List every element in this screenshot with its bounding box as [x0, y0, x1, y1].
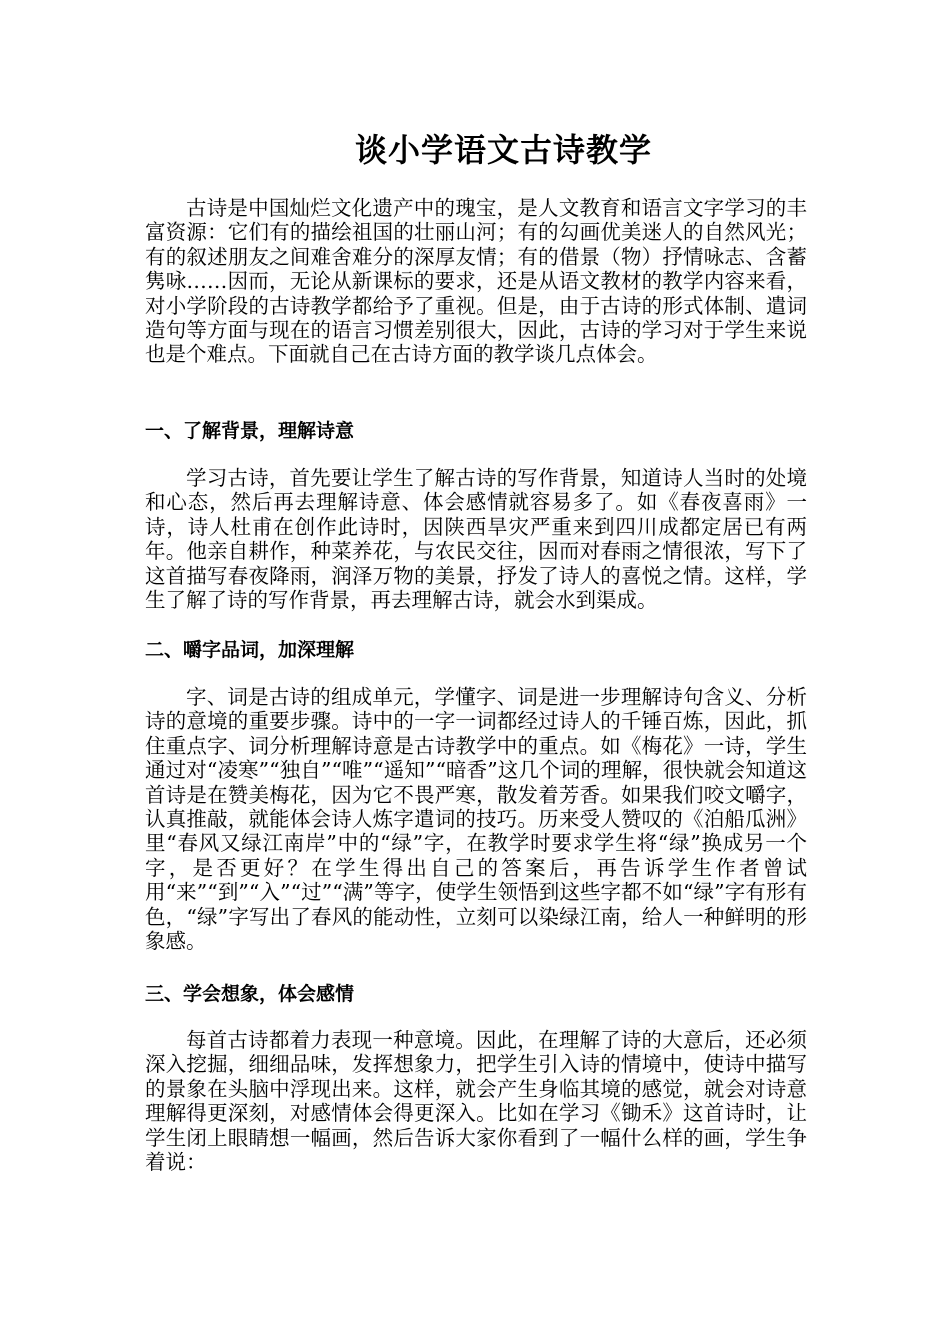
section-3-paragraph: 每首古诗都着力表现一种意境。因此，在理解了诗的大意后，还必须深入挖掘，细细品味，发挥想象力，把学生引入诗的情境中，使诗中描写的景象在头脑中浮现出来。这样，就会产生身临其境的感觉，就会对诗意理解得更深刻，对感情体会得更深入。比如在学习《锄禾》这首诗时，让学生闭上眼睛想一幅画，然后告诉大家你看到了一幅什么样的画，学生争着说： [145, 1028, 807, 1175]
document-title: 谈小学语文古诗教学 [355, 131, 653, 169]
section-2-paragraph: 字、词是古诗的组成单元，学懂字、词是进一步理解诗句含义、分析诗的意境的重要步骤。诗中的一字一词都经过诗人的千锤百炼，因此，抓住重点字、词分析理解诗意是古诗教学中的重点。如《梅花》一诗，学生通过对“凌寒”“独自”“唯”“遥知”“暗香”这几个词的理解，很快就会知道这首诗是在赞美梅花，因为它不畏严寒，散发着芳香。如果我们咬文嚼字，认真推敲，就能体会诗人炼字遣词的技巧。历来受人赞叹的《泊船瓜洲》里“春风又绿江南岸”中的“绿”字，在教学时要求学生将“绿”换成另一个字，是否更好？在学生得出自己的答案后，再告诉学生作者曾试用“来”“到”“入”“过”“满”等字，使学生领悟到这些字都不如“绿”字有形有色，“绿”字写出了春风的能动性，立刻可以染绿江南，给人一种鲜明的形象感。 [145, 685, 807, 954]
section-2-heading: 二、嚼字品词，加深理解 [145, 639, 355, 661]
section-1-paragraph: 学习古诗，首先要让学生了解古诗的写作背景，知道诗人当时的处境和心态，然后再去理解诗意、体会感情就容易多了。如《春夜喜雨》一诗，诗人杜甫在创作此诗时，因陕西旱灾严重来到四川成都定居已有两年。他亲自耕作，种菜养花，与农民交往，因而对春雨之情很浓，写下了这首描写春夜降雨，润泽万物的美景，抒发了诗人的喜悦之情。这样，学生了解了诗的写作背景，再去理解古诗，就会水到渠成。 [145, 466, 807, 613]
intro-paragraph: 古诗是中国灿烂文化遗产中的瑰宝，是人文教育和语言文字学习的丰富资源：它们有的描绘祖国的壮丽山河；有的勾画优美迷人的自然风光；有的叙述朋友之间难舍难分的深厚友情；有的借景（物）抒情咏志、含蓄隽咏……因而，无论从新课标的要求，还是从语文教材的教学内容来看，对小学阶段的古诗教学都给予了重视。但是，由于古诗的形式体制、遣词造句等方面与现在的语言习惯差别很大，因此，古诗的学习对于学生来说也是个难点。下面就自己在古诗方面的教学谈几点体会。 [145, 196, 807, 367]
section-3-heading: 三、学会想象，体会感情 [145, 983, 355, 1005]
section-1-heading: 一、了解背景，理解诗意 [145, 420, 355, 442]
